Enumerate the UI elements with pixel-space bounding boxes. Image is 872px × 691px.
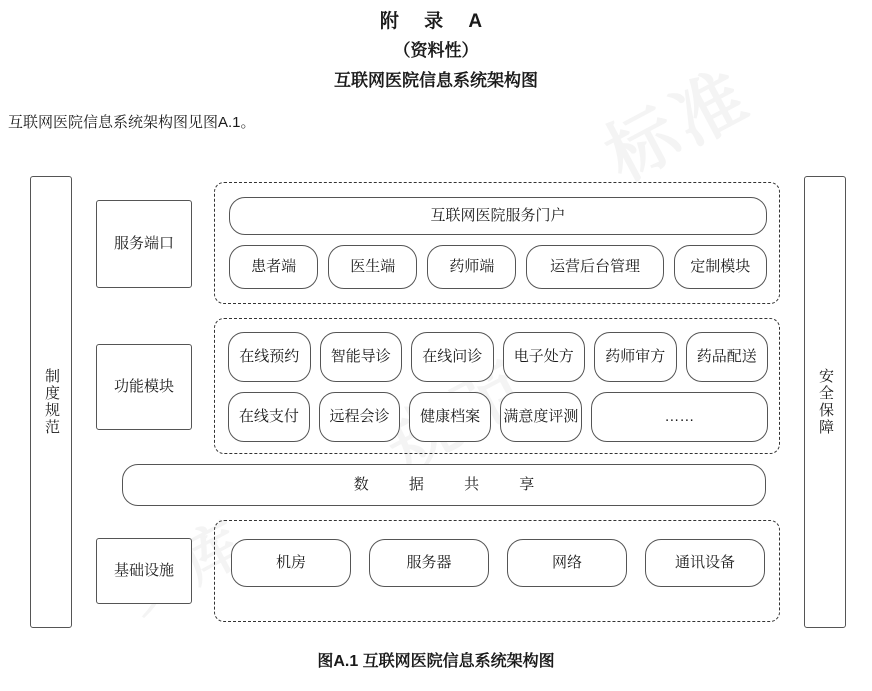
function-module-row — [228, 392, 768, 442]
data-sharing-bar: 数 据 共 享 — [122, 464, 766, 506]
diagram-center-column — [96, 176, 780, 628]
service-port-item: 药师端 — [427, 245, 516, 289]
service-port-list — [229, 245, 767, 289]
function-module-item-more: …… — [591, 392, 768, 442]
infrastructure-item: 网络 — [507, 539, 627, 587]
intro-paragraph: 互联网医院信息系统架构图见图A.1。 — [8, 114, 256, 131]
infrastructure-list — [231, 539, 765, 587]
row-label-function-modules: 功能模块 — [96, 344, 192, 430]
architecture-diagram — [30, 176, 846, 628]
function-module-item: 电子处方 — [503, 332, 586, 382]
left-pillar-label: 制度规范 — [43, 368, 60, 436]
document-heading — [0, 0, 872, 96]
function-module-item: 健康档案 — [409, 392, 491, 442]
function-module-item: 在线支付 — [228, 392, 310, 442]
function-module-item: 药师审方 — [594, 332, 677, 382]
row-label-infrastructure: 基础设施 — [96, 538, 192, 604]
function-module-row — [228, 332, 768, 382]
function-module-item: 药品配送 — [686, 332, 769, 382]
infrastructure-item: 机房 — [231, 539, 351, 587]
internet-hospital-service-portal: 互联网医院服务门户 — [229, 197, 767, 235]
appendix-subtitle: （资料性） — [393, 41, 479, 60]
service-port-item: 患者端 — [229, 245, 318, 289]
service-ports-group — [214, 182, 780, 304]
function-module-item: 远程会诊 — [319, 392, 401, 442]
appendix-title: 附 录 A — [379, 11, 493, 32]
figure-caption: 图A.1 互联网医院信息系统架构图 — [317, 653, 555, 670]
appendix-section-title: 互联网医院信息系统架构图 — [334, 71, 538, 90]
right-pillar-security-assurance — [804, 176, 846, 628]
infrastructure-item: 服务器 — [369, 539, 489, 587]
function-module-grid — [228, 332, 768, 442]
service-port-item: 运营后台管理 — [526, 245, 663, 289]
function-module-item: 在线问诊 — [411, 332, 494, 382]
function-module-item: 智能导诊 — [320, 332, 403, 382]
row-label-service-ports: 服务端口 — [96, 200, 192, 288]
left-pillar-institutional-norms — [30, 176, 72, 628]
function-modules-group — [214, 318, 780, 454]
infrastructure-group — [214, 520, 780, 622]
infrastructure-item: 通讯设备 — [645, 539, 765, 587]
function-module-item: 满意度评测 — [500, 392, 582, 442]
right-pillar-label: 安全保障 — [817, 368, 834, 436]
service-port-item: 医生端 — [328, 245, 417, 289]
service-port-item: 定制模块 — [674, 245, 768, 289]
function-module-item: 在线预约 — [228, 332, 311, 382]
